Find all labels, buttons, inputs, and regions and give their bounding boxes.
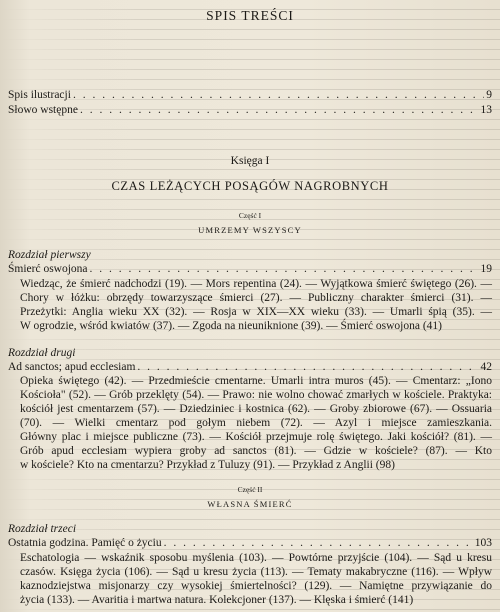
description-line: Opieka świętego (42). — Przedmieście cmentarne. Umarli intra muros (45). — Cmentarz: „Iono <box>20 375 492 387</box>
chapter-page: 42 <box>480 360 492 373</box>
page-title: SPIS TREŚCI <box>206 8 294 23</box>
part-label: Część II <box>237 485 263 494</box>
book-title: CZAS LEŻĄCYCH POSĄGÓW NAGROBNYCH <box>111 179 389 193</box>
book-label: Księga I <box>230 155 270 167</box>
part-title: UMRZEMY WSZYSCY <box>198 225 302 235</box>
toc-entry-chapter-3 <box>8 536 492 551</box>
leader-dots <box>137 360 478 375</box>
description-line: Chory w łóżku: obrzędy towarzyszące śmierci (27). — Publiczny charakter śmierci (31). — <box>20 291 492 304</box>
chapter-title: Ad sanctos; apud ecclesiam <box>8 360 136 373</box>
description-line: w kościele? Kto na cmentarzu? Przykład z Tuluzy (91). — Przykład z Anglii (98) <box>20 459 395 471</box>
description-line: Przeżytki: Anglia wieku XX (32). — Rosja w XIX—XX wieku (33). — Umarli śpią (35). — <box>20 305 492 318</box>
toc-entry-spis-ilustracji <box>8 88 492 103</box>
chapter-page: 19 <box>480 263 492 275</box>
description-line: kościół jest cmentarzem (57). — Dziedziniec i kostnica (62). — Groby zbiorowe (67). — Ossuaria <box>20 403 492 415</box>
chapter-title: Śmierć oswojona <box>8 263 88 275</box>
toc-entry-slowo-wstepne <box>8 103 492 118</box>
chapter-label: Rozdział trzeci <box>8 523 77 535</box>
chapter-label: Rozdział drugi <box>8 346 76 359</box>
leader-dots <box>164 536 473 551</box>
description-line: (70). — Wielki cmentarz pod gołym niebem (72). — Azyl i miejsce zamieszkania. <box>20 417 492 429</box>
description-line: Główny plac i miejsce publiczne (73). — Kościół przejmuje rolę świętego. Jaki kościół? (81). — <box>20 431 492 443</box>
leader-dots <box>90 262 479 277</box>
chapter-description <box>8 374 492 472</box>
description-line: Grób apud ecclesiam wypiera groby ad sanctos (81). — Gdzie w kościele? (87). — Kto <box>20 445 492 457</box>
toc-entry-chapter-2 <box>8 360 492 375</box>
toc-entry-label: Spis ilustracji <box>8 89 71 101</box>
part-label: Część I <box>238 211 262 220</box>
description-line: czasów. Księga życia (106). — Sąd u kresu życia (113). — Tematy makabryczne (116). — Wpływ <box>20 565 492 578</box>
description-line: W ogrodzie, wśród kwiatów (37). — Zgoda na nieuniknione (39). — Śmierć oswojona (41) <box>20 319 443 332</box>
toc-entry-page: 13 <box>480 103 492 116</box>
chapter-title: Ostatnia godzina. Pamięć o życiu <box>8 537 162 549</box>
description-line: Kościoła" (52). — Grób przeklęty (54). — Prawo: nie wolno chować zmarłych w kościele. Praktyka: <box>20 389 492 401</box>
chapter-label: Rozdział pierwszy <box>8 249 91 261</box>
description-line: życia (133). — Avaritia i martwa natura. Kolekcjoner (137). — Klęska i śmierć (141) <box>20 593 414 606</box>
leader-dots <box>80 103 479 118</box>
leader-dots <box>73 88 484 103</box>
description-line: Eschatologia — wskaźnik sposobu myślenia (103). — Powtórne przyjście (104). — Sąd u kresu <box>20 551 492 564</box>
toc-entry-label: Słowo wstępne <box>8 103 78 116</box>
toc-content <box>8 0 492 607</box>
toc-entry-chapter-1 <box>8 262 492 277</box>
chapter-description <box>8 551 492 607</box>
toc-entry-page: 9 <box>486 89 492 101</box>
description-line: kaznodziejstwa misjonarzy czy wysokiej śmiertelności? (129). — Namiętne przywiązanie do <box>20 579 492 592</box>
chapter-description <box>8 277 492 333</box>
description-line: Wiedząc, że śmierć nadchodzi (19). — Mors repentina (24). — Wyjątkowa śmierć świętego (26). — <box>20 277 492 290</box>
chapter-page: 103 <box>474 537 492 549</box>
part-title: WŁASNA ŚMIERĆ <box>207 499 293 509</box>
